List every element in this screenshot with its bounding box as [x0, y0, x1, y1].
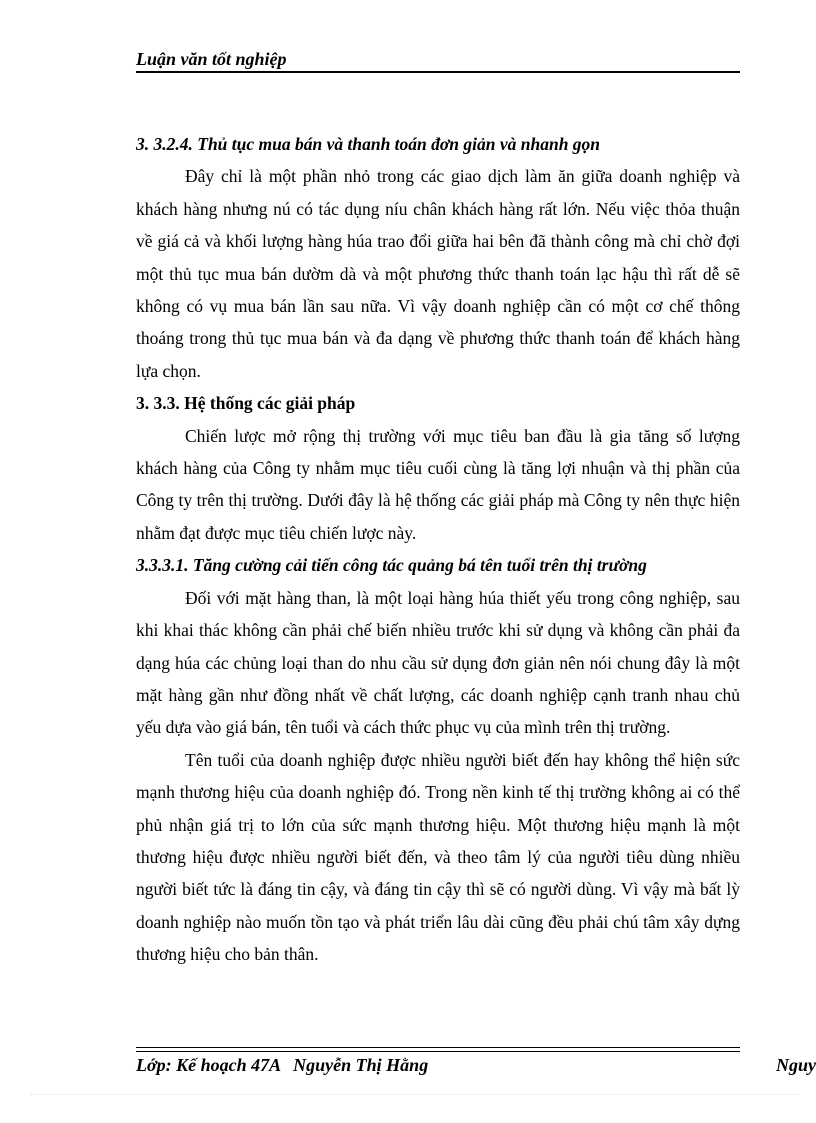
- paragraph-procedures: Đây chỉ là một phần nhỏ trong các giao dịch làm ăn giữa doanh nghiệp và khách hàng nhưng nú có tác dụng níu chân khách hàng rất lớn. Nếu việc thỏa thuận về giá cả và khối lượng hàng húa trao đổi giữa hai bên đã thành công mà chỉ chờ đợi một thủ tục mua bán dườm dà và một phương thức thanh toán lạc hậu thì rất dễ sẽ không có vụ mua bán lần sau nữa. Vì vậy doanh nghiệp cần có một cơ chế thông thoáng trong thủ tục mua bán và đa dạng về phương thức thanh toán để khách hàng lựa chọn.: [136, 166, 740, 381]
- footer-class-label: Lớp: Kế hoạch 47A: [136, 1055, 282, 1075]
- footer-info: [136, 1055, 428, 1076]
- paragraph-strategy: Chiến lược mở rộng thị trường với mục tiêu ban đầu là gia tăng số lượng khách hàng của Công ty nhằm mục tiêu cuối cùng là tăng lợi nhuận và thị phần của Công ty trên thị trường. Dưới đây là hệ thống các giải pháp mà Công ty nên thực hiện nhằm đạt được mục tiêu chiến lược này.: [136, 425, 740, 543]
- paragraph-coal-product: Đối với mặt hàng than, là một loại hàng húa thiết yếu trong công nghiệp, sau khi khai thác không cần phải chế biến nhiều trước khi sử dụng và không cần phải đa dạng húa các chủng loại than do nhu cầu sử dụng đơn giản nên nói chung đây là một mặt hàng gần như đồng nhất về chất lượng, các doanh nghiệp cạnh tranh nhau chủ yếu dựa vào giá bán, tên tuổi và cách thức phục vụ của mình trên thị trường.: [136, 587, 740, 738]
- page-bottom-dotted-line: [30, 1094, 800, 1095]
- footer-right-fragment: Nguy: [776, 1055, 816, 1075]
- footer-rule: [136, 1047, 740, 1052]
- section-heading-3-3-3: 3. 3.3. Hệ thống các giải pháp: [136, 393, 356, 414]
- section-heading-3-3-3-1: 3.3.3.1. Tăng cường cải tiến công tác quảng bá tên tuổi trên thị trường: [136, 555, 647, 576]
- header-rule: [136, 71, 740, 73]
- footer-author: Nguyễn Thị Hằng: [293, 1055, 429, 1075]
- paragraph-brand: Tên tuổi của doanh nghiệp được nhiều người biết đến hay không thể hiện sức mạnh thương hiệu của doanh nghiệp đó. Trong nền kinh tế thị trường không ai có thể phủ nhận giá trị to lớn của sức mạnh thương hiệu. Một thương hiệu mạnh là một thương hiệu được nhiều người biết đến, và theo tâm lý của người tiêu dùng nhiều người biết tức là đáng tin cậy, và đáng tin cậy thì sẽ có người dùng. Vì vậy mà bất lỳ doanh nghiệp nào muốn tồn tạo và phát triển lâu dài cũng đều phải chú tâm xây dựng thương hiệu cho bản thân.: [136, 749, 740, 965]
- header-title: Luận văn tốt nghiệp: [136, 49, 287, 69]
- section-heading-3-3-2-4: 3. 3.2.4. Thủ tục mua bán và thanh toán đơn giản và nhanh gọn: [136, 134, 601, 154]
- document-body: [136, 128, 740, 971]
